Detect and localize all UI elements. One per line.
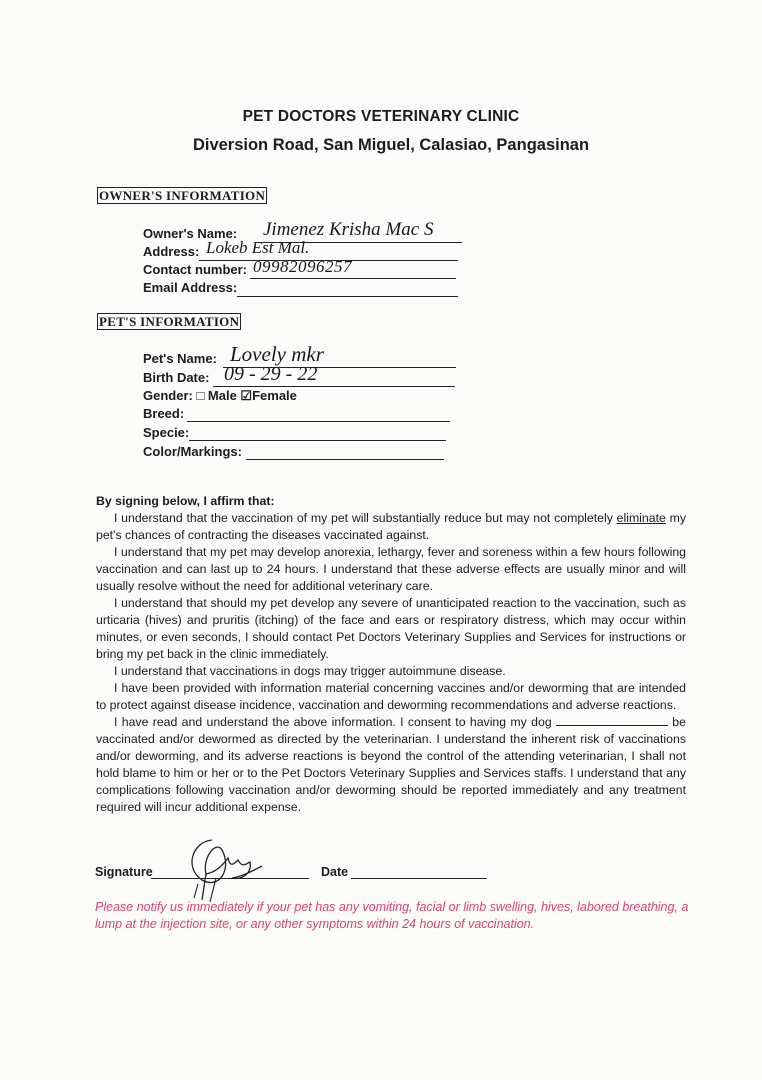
contact-label: Contact number: [143,262,247,277]
consent-paragraph-4: I understand that vaccinations in dogs may trigger autoimmune disease. [114,664,506,678]
color-markings-label: Color/Markings: [143,444,242,459]
specie-line[interactable] [189,440,446,441]
gender-field[interactable]: Gender: □ Male ☑Female [143,388,297,403]
address-label: Address: [143,244,200,259]
consent-paragraph-5: I have been provided with information material concerning vaccines and/or deworming that are intended to protect against disease incidence, vaccination and deworming recommendations and adverse reactions. [96,681,686,712]
handwritten-signature [172,828,272,908]
specie-label: Specie: [143,425,190,440]
consent-lead: By signing below, I affirm that: [96,494,275,508]
consent-p6-b: be vaccinated and/or dewormed as directed by the veterinarian. I understand the inherent risk of vaccinations and/or deworming, and its adverse reactions is beyond the control of the attending veterinarian, I shall not hold blame to him or her or to the Pet Doctors Veterinary Supplies and Services staffs. I understand that any complications following vaccination and/or deworming should be reported immediately and any treatment required will incur additional expense. [96,715,686,814]
clinic-address: Diversion Road, San Miguel, Calasiao, Pangasinan [192,136,590,154]
consent-paragraph-3: I understand that should my pet develop any severe of unanticipated reaction to the vaccination, such as urticaria (hives) and pruritis (itching) of the face and ears or respiratory distress, which may occur within minutes, or even seconds, I should contact Pet Doctors Veterinary Supplies and Services for instructions or bring my pet back in the clinic immediately. [96,596,686,661]
consent-p1-a: I understand that the vaccination of my pet will substantially reduce but may not completely [114,511,617,525]
clinic-name: PET DOCTORS VETERINARY CLINIC [242,108,520,125]
consent-text [96,493,686,816]
pet-section-title: PET'S INFORMATION [99,314,240,329]
email-label: Email Address: [143,280,238,295]
contact-line [250,278,456,279]
consent-paragraph-1 [96,510,686,544]
owner-section-title: OWNER'S INFORMATION [99,188,266,203]
dog-name-blank[interactable] [556,715,668,726]
birth-date-line [213,386,455,387]
color-markings-line[interactable] [246,459,444,460]
consent-paragraph-6 [96,714,686,816]
breed-line[interactable] [187,421,450,422]
pet-name-label: Pet's Name: [143,351,217,366]
signature-label: Signature [95,865,153,879]
date-line[interactable] [351,878,487,879]
contact-value[interactable]: 09982096257 [253,257,352,276]
birth-date-label: Birth Date: [143,370,210,385]
consent-p1-b: my pet's chances of contracting the diseases vaccinated against. [96,511,687,542]
pet-name-value[interactable]: Lovely mkr [230,342,324,366]
owner-name-value[interactable]: Jimenez Krisha Mac S [263,219,434,240]
breed-label: Breed: [143,406,185,421]
address-value[interactable]: Lokeb Est Mal. [206,238,310,257]
consent-p6-a: I have read and understand the above information. I consent to having my dog [114,715,556,729]
owner-name-label: Owner's Name: [143,226,238,241]
date-label: Date [321,865,349,879]
email-line [237,296,458,297]
birth-date-value[interactable]: 09 - 29 - 22 [224,363,318,385]
consent-paragraph-2: I understand that my pet may develop anorexia, lethargy, fever and soreness within a few hours following vaccination and can last up to 24 hours. I understand that these adverse effects are usually minor and will usually resolve without the need for additional veterinary care. [96,545,686,593]
post-vaccination-notice: Please notify us immediately if your pet has any vomiting, facial or limb swelling, hives, labored breathing, a lump at the injection site, or any other symptoms within 24 hours of vaccination. [95,900,689,931]
consent-p1-underlined: eliminate [616,511,666,525]
